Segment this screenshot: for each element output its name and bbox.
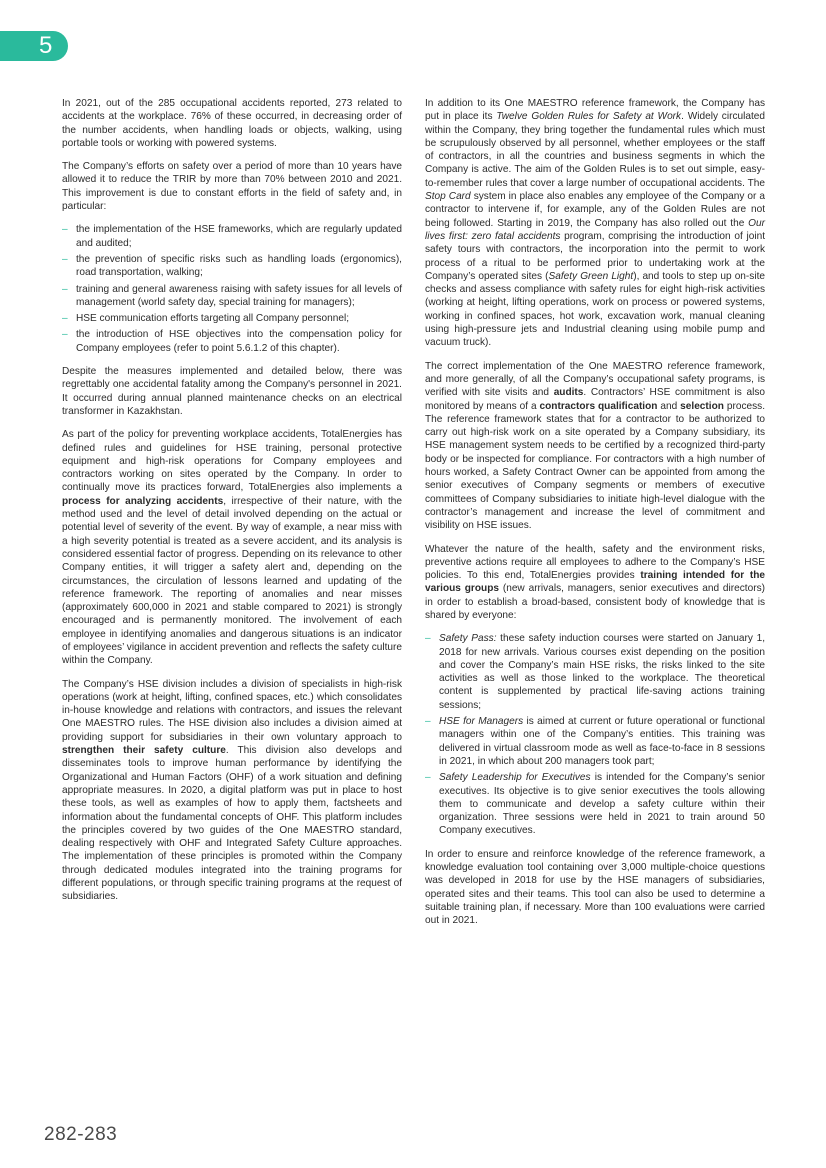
- italic-text: Our lives first: zero fatal accidents: [425, 217, 765, 242]
- chapter-tab: [0, 31, 68, 61]
- list-item: – HSE for Managers is aimed at current or future operational or functional managers within one of the Company’s entities. This training was delivered in virtual classroom mode as well as face-to-face in 8 sessions in 2021, in which about 200 managers took part;: [425, 715, 765, 768]
- bold-text: process for analyzing accidents: [62, 495, 224, 507]
- paragraph: Whatever the nature of the health, safety and the environment risks, preventive actions require all employees to adhere to the Company’s HSE policies. To this end, TotalEnergies provides training intended for the various groups (new arrivals, managers, senior executives and directors) in order to establish a broad-based, consistent body of knowledge that is shared by everyone:: [425, 543, 765, 621]
- paragraph: The Company’s efforts on safety over a period of more than 10 years have allowed it to reduce the TRIR by more than 70% between 2010 and 2021. This improvement is due to constant efforts in the field of safety and, in particular:: [62, 161, 402, 213]
- paragraph: As part of the policy for preventing workplace accidents, TotalEnergies has defined rules and guidelines for HSE training, personal protective equipment and high-risk operations for Company employees and contractors working on sites operated by the Company. In order to continually move its practices forward, TotalEnergies also implements a process for analyzing accidents, irrespective of their nature, with the method used and the level of detail involved depending on the actual or potential level of severity of the event. By way of example, a near miss with a high severity potential is treated as a severe accident, and its analysis is considered essential factor of progress. Depending on its relevance to other Company entities, it will trigger a safety alert and, depending on the circumstances, the circulation of lessons learned and updating of the reference framework. The reporting of anomalies and near misses (approximately 600,000 in 2021 and stable compared to 2021) is strongly encouraged and is permanently monitored. The involvement of each employee in identifying anomalies and dangerous situations is an indicator of employees’ vigilance in accident prevention and reflects the safety culture within the Company.: [62, 429, 402, 667]
- paragraph: In addition to its One MAESTRO reference framework, the Company has put in place its Twelve Golden Rules for Safety at Work. Widely circulated within the Company, they bring together the fundamental rules which must be scrupulously observed by all personnel, whether employees or the staff of contractors, in all the countries and business segments in which the Company is active. The aim of the Golden Rules is to set out simple, easy-to-remember rules that cover a large number of occupational accidents. The Stop Card system in place also enables any employee of the Company or a contractor to intervene if, for example, any of the Golden Rules are not being followed. Starting in 2019, the Company has also rolled out the Our lives first: zero fatal accidents program, comprising the introduction of joint safety tours with contractors, the incorporation into the permit to work process of a ritual to be performed prior to undertaking work at the Company’s operated sites (Safety Green Light), and tools to step up on-site checks and assess compliance with safety rules for eight high-risk activities (working at height, lifting operations, work on process or powered systems, working in confined spaces, hot work, excavation work, manual cleaning using high-pressure jets and Industrial cleaning using mobile pump and vacuum truck).: [425, 98, 765, 349]
- right-column: [425, 97, 765, 938]
- bold-text: training intended for the various groups: [425, 570, 765, 595]
- paragraph: In 2021, out of the 285 occupational accidents reported, 273 related to accidents at the workplace. 76% of these occurred, in decreasing order of the number accidents, when handling loads or objects, walking, using portable tools or working with powered systems.: [62, 98, 402, 149]
- paragraph: In order to ensure and reinforce knowledge of the reference framework, a knowledge evaluation tool containing over 3,000 multiple-choice questions was developed in 2018 for use by the HSE managers of subsidiaries, operated sites and their teams. This tool can also be used to determine a suitable training plan, if necessary. More than 100 evaluations were carried out in 2021.: [425, 848, 765, 927]
- italic-text: HSE for Managers: [439, 716, 524, 728]
- safety-efforts-list: [62, 223, 402, 355]
- training-list: [425, 632, 765, 837]
- left-column: [62, 97, 402, 914]
- list-item: – HSE communication efforts targeting all Company personnel;: [62, 312, 402, 325]
- italic-text: Safety Pass:: [439, 633, 497, 645]
- italic-text: Twelve Golden Rules for Safety at Work: [496, 111, 682, 123]
- list-item: – Safety Leadership for Executives is intended for the Company’s senior executives. Its objective is to give senior executives the tools allowing them to communicate and develop a safety culture within their organization. Three sessions were held in 2021 to train around 50 Company executives.: [425, 771, 765, 837]
- italic-text: Safety Leadership for Executives: [439, 772, 591, 784]
- paragraph: The correct implementation of the One MAESTRO reference framework, and more generally, of all the Company’s occupational safety programs, is verified with site visits and audits. Contractors’ HSE commitment is also monitored by means of a contractors qualification and selection process. The reference framework states that for a contractor to be authorized to carry out high-risk work on a site operated by a Company subsidiary, its HSE management system needs to be certified by a recognized third-party body or be inspected for compliance. For contractors with a high number of hours worked, a Safety Contract Owner can be appointed from among the senior executives of Company segments or members of executive committees of Company subsidiaries to initiate high-level dialogue with the contractor’s management and increase the level of commitment and visibility on HSE issues.: [425, 360, 766, 532]
- page-number: 282-283: [44, 1124, 118, 1145]
- bold-text: strengthen their safety culture: [62, 745, 226, 757]
- paragraph: Despite the measures implemented and detailed below, there was regrettably one accidental fatality among the Company's personnel in 2021. It occurred during annual planned maintenance checks on an electrical transformer in Kazakhstan.: [62, 366, 402, 417]
- paragraph: The Company’s HSE division includes a division of specialists in high-risk operations (work at height, lifting, confined spaces, etc.) which consolidates in-house knowledge and relations with contractors, and issues the relevant One MAESTRO rules. The HSE division also includes a division aimed at providing support for subsidiaries in their own voluntary approach to strengthen their safety culture. This division also develops and disseminates tools to improve human performance by identifying the Organizational and Human Factors (OHF) of a work situation and defining appropriate measures. In 2020, a digital platform was put in place to host these tools, as well as examples of how to apply them, factsheets and information about the fundamental concepts of OHF. This platform includes the principles covered by two guides of the One MAESTRO standard, dealing respectively with OHF and Integrated Safety Culture approaches. The implementation of these principles is promoted within the Company through dedicated modules integrated into the training programs for different populations, or through specific training programs at the request of subsidiaries.: [62, 678, 402, 903]
- list-item: – training and general awareness raising with safety issues for all levels of management (world safety day, special training for managers);: [62, 283, 402, 310]
- chapter-number: 5: [39, 32, 53, 59]
- list-item: – the implementation of the HSE frameworks, which are regularly updated and audited;: [62, 223, 402, 250]
- bold-text: audits: [553, 387, 584, 399]
- list-item: – the introduction of HSE objectives into the compensation policy for Company employees (refer to point 5.6.1.2 of this chapter).: [62, 328, 402, 355]
- italic-text: Safety Green Light: [548, 270, 634, 282]
- italic-text: Stop Card: [425, 191, 471, 203]
- bold-text: contractors qualification: [539, 400, 658, 412]
- list-item: – the prevention of specific risks such as handling loads (ergonomics), road transportation, walking;: [62, 253, 402, 280]
- list-item: – Safety Pass: these safety induction courses were started on January 1, 2018 for new arrivals. Various courses exist depending on the position and cover the Company’s main HSE risks, the risks linked to the site activities as well as those linked to the workplace. The theoretical content is supplemented by practical life-saving actions training sessions;: [425, 632, 765, 712]
- bold-text: selection: [680, 400, 724, 412]
